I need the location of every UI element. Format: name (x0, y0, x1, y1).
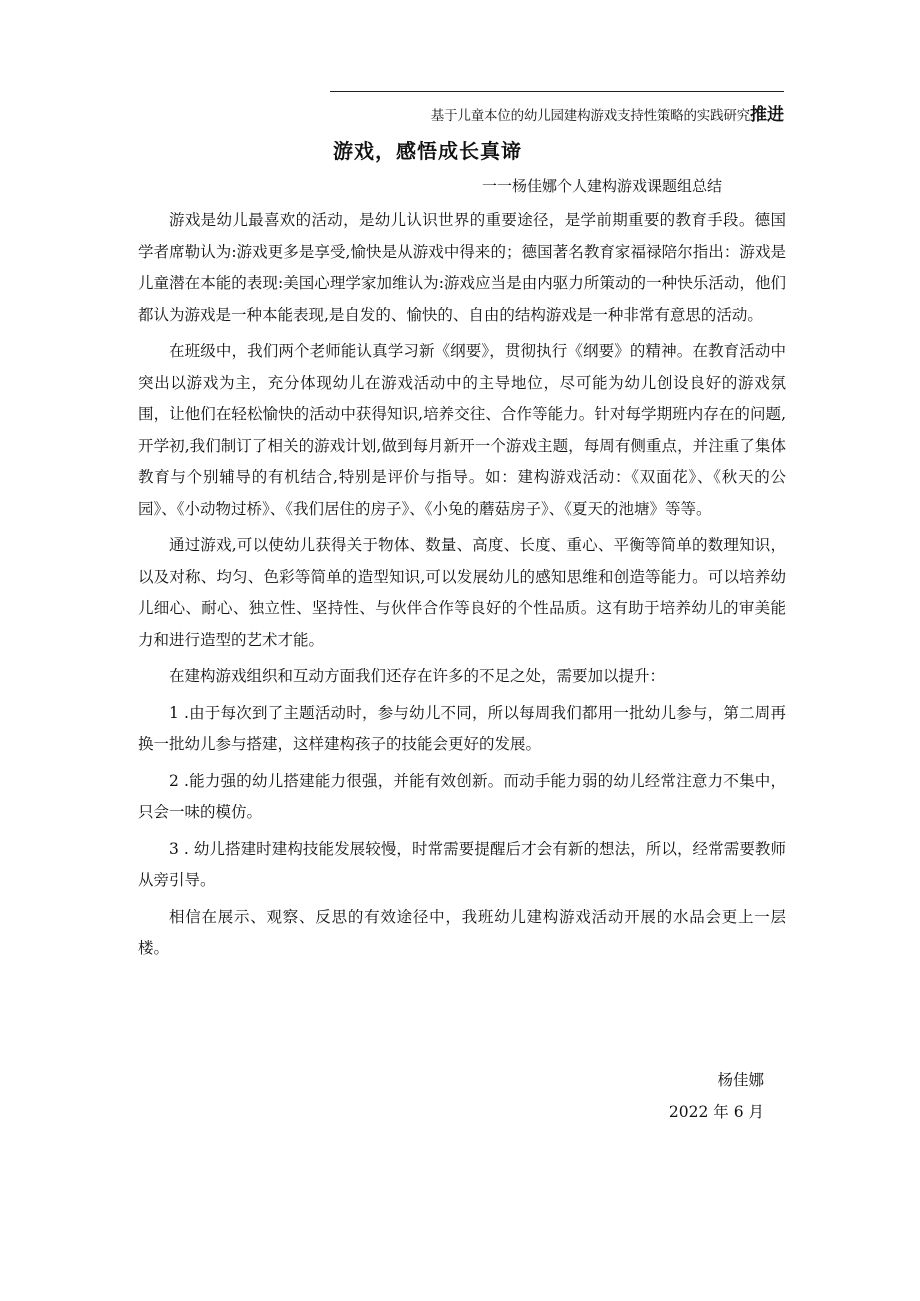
document-title: 游戏，感悟成长真谛 (333, 139, 522, 163)
paragraph-class-practice: 在班级中，我们两个老师能认真学习新《纲要》，贯彻执行《纲要》的精神。在教育活动中突出以游戏为主，充分体现幼儿在游戏活动中的主导地位，尽可能为幼儿创设良好的游戏氛围，让他们在轻松愉快的活动中获得知识,培养交往、合作等能力。针对每学期班内存在的问题,开学初,我们制订了相关的游戏计划,做到每月新开一个游戏主题，每周有侧重点，并注重了集体教育与个别辅导的有机结合,特别是评价与指导。如：建构游戏活动：《双面花》、《秋天的公园》、《小动物过桥》、《我们居住的房子》、《小兔的蘑菇房子》、《夏天的池塘》等等。 (138, 342, 786, 518)
paragraph-item-3: 3 . 幼儿搭建时建构技能发展较慢，时常需要提醒后才会有新的想法，所以，经常需要教师从旁引导。 (138, 839, 786, 889)
document-date: 2022 年 6 月 (668, 1103, 764, 1121)
paragraph-conclusion: 相信在展示、观察、反思的有效途径中，我班幼儿建构游戏活动开展的水品会更上一层楼。 (138, 907, 786, 957)
paragraph-item-2: 2 .能力强的幼儿搭建能力很强，并能有效创新。而动手能力弱的幼儿经常注意力不集中，只会一味的模仿。 (138, 771, 786, 821)
running-header (431, 104, 784, 127)
author-signature: 杨佳娜 (717, 1071, 764, 1089)
paragraph-item-1: 1 .由于每次到了主题活动时，参与幼儿不同，所以每周我们都用一批幼儿参与，第二周再换一批幼儿参与搭建，这样建构孩子的技能会更好的发展。 (138, 703, 786, 753)
running-header-title: 基于儿童本位的幼儿园建构游戏支持性策略的实践研究 (430, 108, 750, 124)
running-header-tail: 推进 (750, 105, 784, 125)
document-body (138, 205, 786, 970)
paragraph-benefits: 通过游戏,可以使幼儿获得关于物体、数量、高度、长度、重心、平衡等简单的数理知识，以及对称、均匀、色彩等简单的造型知识,可以发展幼儿的感知思维和创造等能力。可以培养幼儿细心、耐心、独立性、坚持性、与伙伴合作等良好的个性品质。这有助于培养幼儿的审美能力和进行造型的艺术才能。 (138, 536, 786, 649)
document-subtitle: 一一杨佳娜个人建构游戏课题组总结 (482, 177, 723, 195)
header-rule (330, 91, 784, 92)
paragraph-shortcomings-intro: 在建构游戏组织和互动方面我们还存在许多的不足之处，需要加以提升： (169, 667, 666, 685)
paragraph-intro: 游戏是幼儿最喜欢的活动，是幼儿认识世界的重要途径，是学前期重要的教育手段。德国学者席勒认为:游戏更多是享受,愉快是从游戏中得来的；德国著名教育家福禄陪尔指出：游戏是儿童潜在本能的表现:美国心理学家加维认为:游戏应当是由内驱力所策动的一种快乐活动，他们都认为游戏是一种本能表现,是自发的、愉快的、自由的结构游戏是一种非常有意思的活动。 (138, 211, 786, 324)
